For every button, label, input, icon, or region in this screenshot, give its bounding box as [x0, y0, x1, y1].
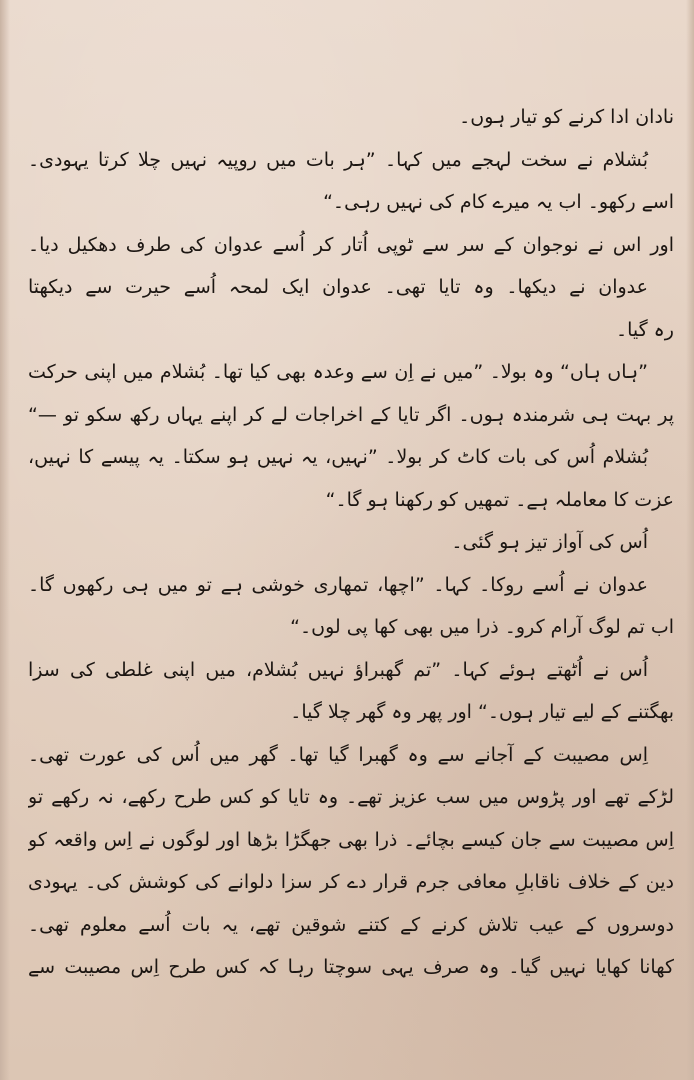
page-edge-shadow-right: [686, 0, 694, 1080]
text-line: اِس مصیبت سے جان کیسے بچائے۔ ذرا بھی جھگڑا بڑھا اور لوگوں نے اِس واقعہ کو: [28, 828, 674, 851]
text-line: اسے رکھو۔ اب یہ میرے کام کی نہیں رہی۔“: [323, 191, 674, 213]
urdu-text-body: [28, 96, 674, 989]
text-line: بُشلام نے سخت لہجے میں کہا۔ ”ہر بات میں روپیہ نہیں چلا کرتا یہودی۔: [28, 148, 648, 171]
text-line: اور اس نے نوجوان کے سر سے ٹوپی اُتار کر اُسے عدوان کی طرف دھکیل دیا۔: [28, 233, 674, 256]
text-line: عدوان نے دیکھا۔ وہ تایا تھی۔ عدوان ایک لمحہ اُسے حیرت سے دیکھتا: [28, 276, 648, 298]
text-line: اب تم لوگ آرام کرو۔ ذرا میں بھی کھا پی لوں۔“: [290, 616, 674, 638]
page-edge-shadow-left: [0, 0, 10, 1080]
text-line: اُس نے اُٹھتے ہوئے کہا۔ ”تم گھبراؤ نہیں بُشلام، میں اپنی غلطی کی سزا: [28, 658, 648, 681]
text-line: لڑکے تھے اور پڑوس میں سب عزیز تھے۔ وہ تایا کو کس طرح رکھے، نہ رکھے تو: [28, 786, 674, 808]
text-line: ”ہاں ہاں“ وہ بولا۔ ”میں نے اِن سے وعدہ بھی کیا تھا۔ بُشلام میں اپنی حرکت: [28, 361, 648, 383]
text-line: عدوان نے اُسے روکا۔ کہا۔ ”اچھا، تمھاری خوشی ہے تو میں ہی رکھوں گا۔: [28, 573, 648, 596]
text-line: کھانا کھایا نہیں گیا۔ وہ صرف یہی سوچتا رہا کہ کس طرح اِس مصیبت سے: [28, 956, 674, 978]
text-line: پر بہت ہی شرمندہ ہوں۔ اگر تایا کے اخراجات لے کر اپنے یہاں رکھ سکو تو —“: [28, 403, 674, 426]
text-line: بھگتنے کے لیے تیار ہوں۔“ اور پھر وہ گھر چلا گیا۔: [290, 701, 674, 723]
text-line: عزت کا معاملہ ہے۔ تمھیں کو رکھنا ہو گا۔“: [325, 488, 674, 511]
text-line: اُس کی آواز تیز ہو گئی۔: [451, 531, 648, 553]
text-line: بُشلام اُس کی بات کاٹ کر بولا۔ ”نہیں، یہ نہیں ہو سکتا۔ یہ پیسے کا نہیں،: [28, 446, 648, 468]
text-line: دین کے خلاف ناقابلِ معافی جرم قرار دے کر سزا دلوانے کی کوشش کی۔ یہودی: [28, 871, 674, 893]
text-line: نادان ادا کرنے کو تیار ہوں۔: [459, 106, 674, 128]
text-line: رہ گیا۔: [615, 318, 674, 341]
text-line: اِس مصیبت کے آجانے سے وہ گھبرا گیا تھا۔ گھر میں اُس کی عورت تھی۔: [28, 743, 648, 766]
text-line: دوسروں کے عیب تلاش کرنے کے کتنے شوقین تھے، یہ بات اُسے معلوم تھی۔: [28, 913, 674, 936]
